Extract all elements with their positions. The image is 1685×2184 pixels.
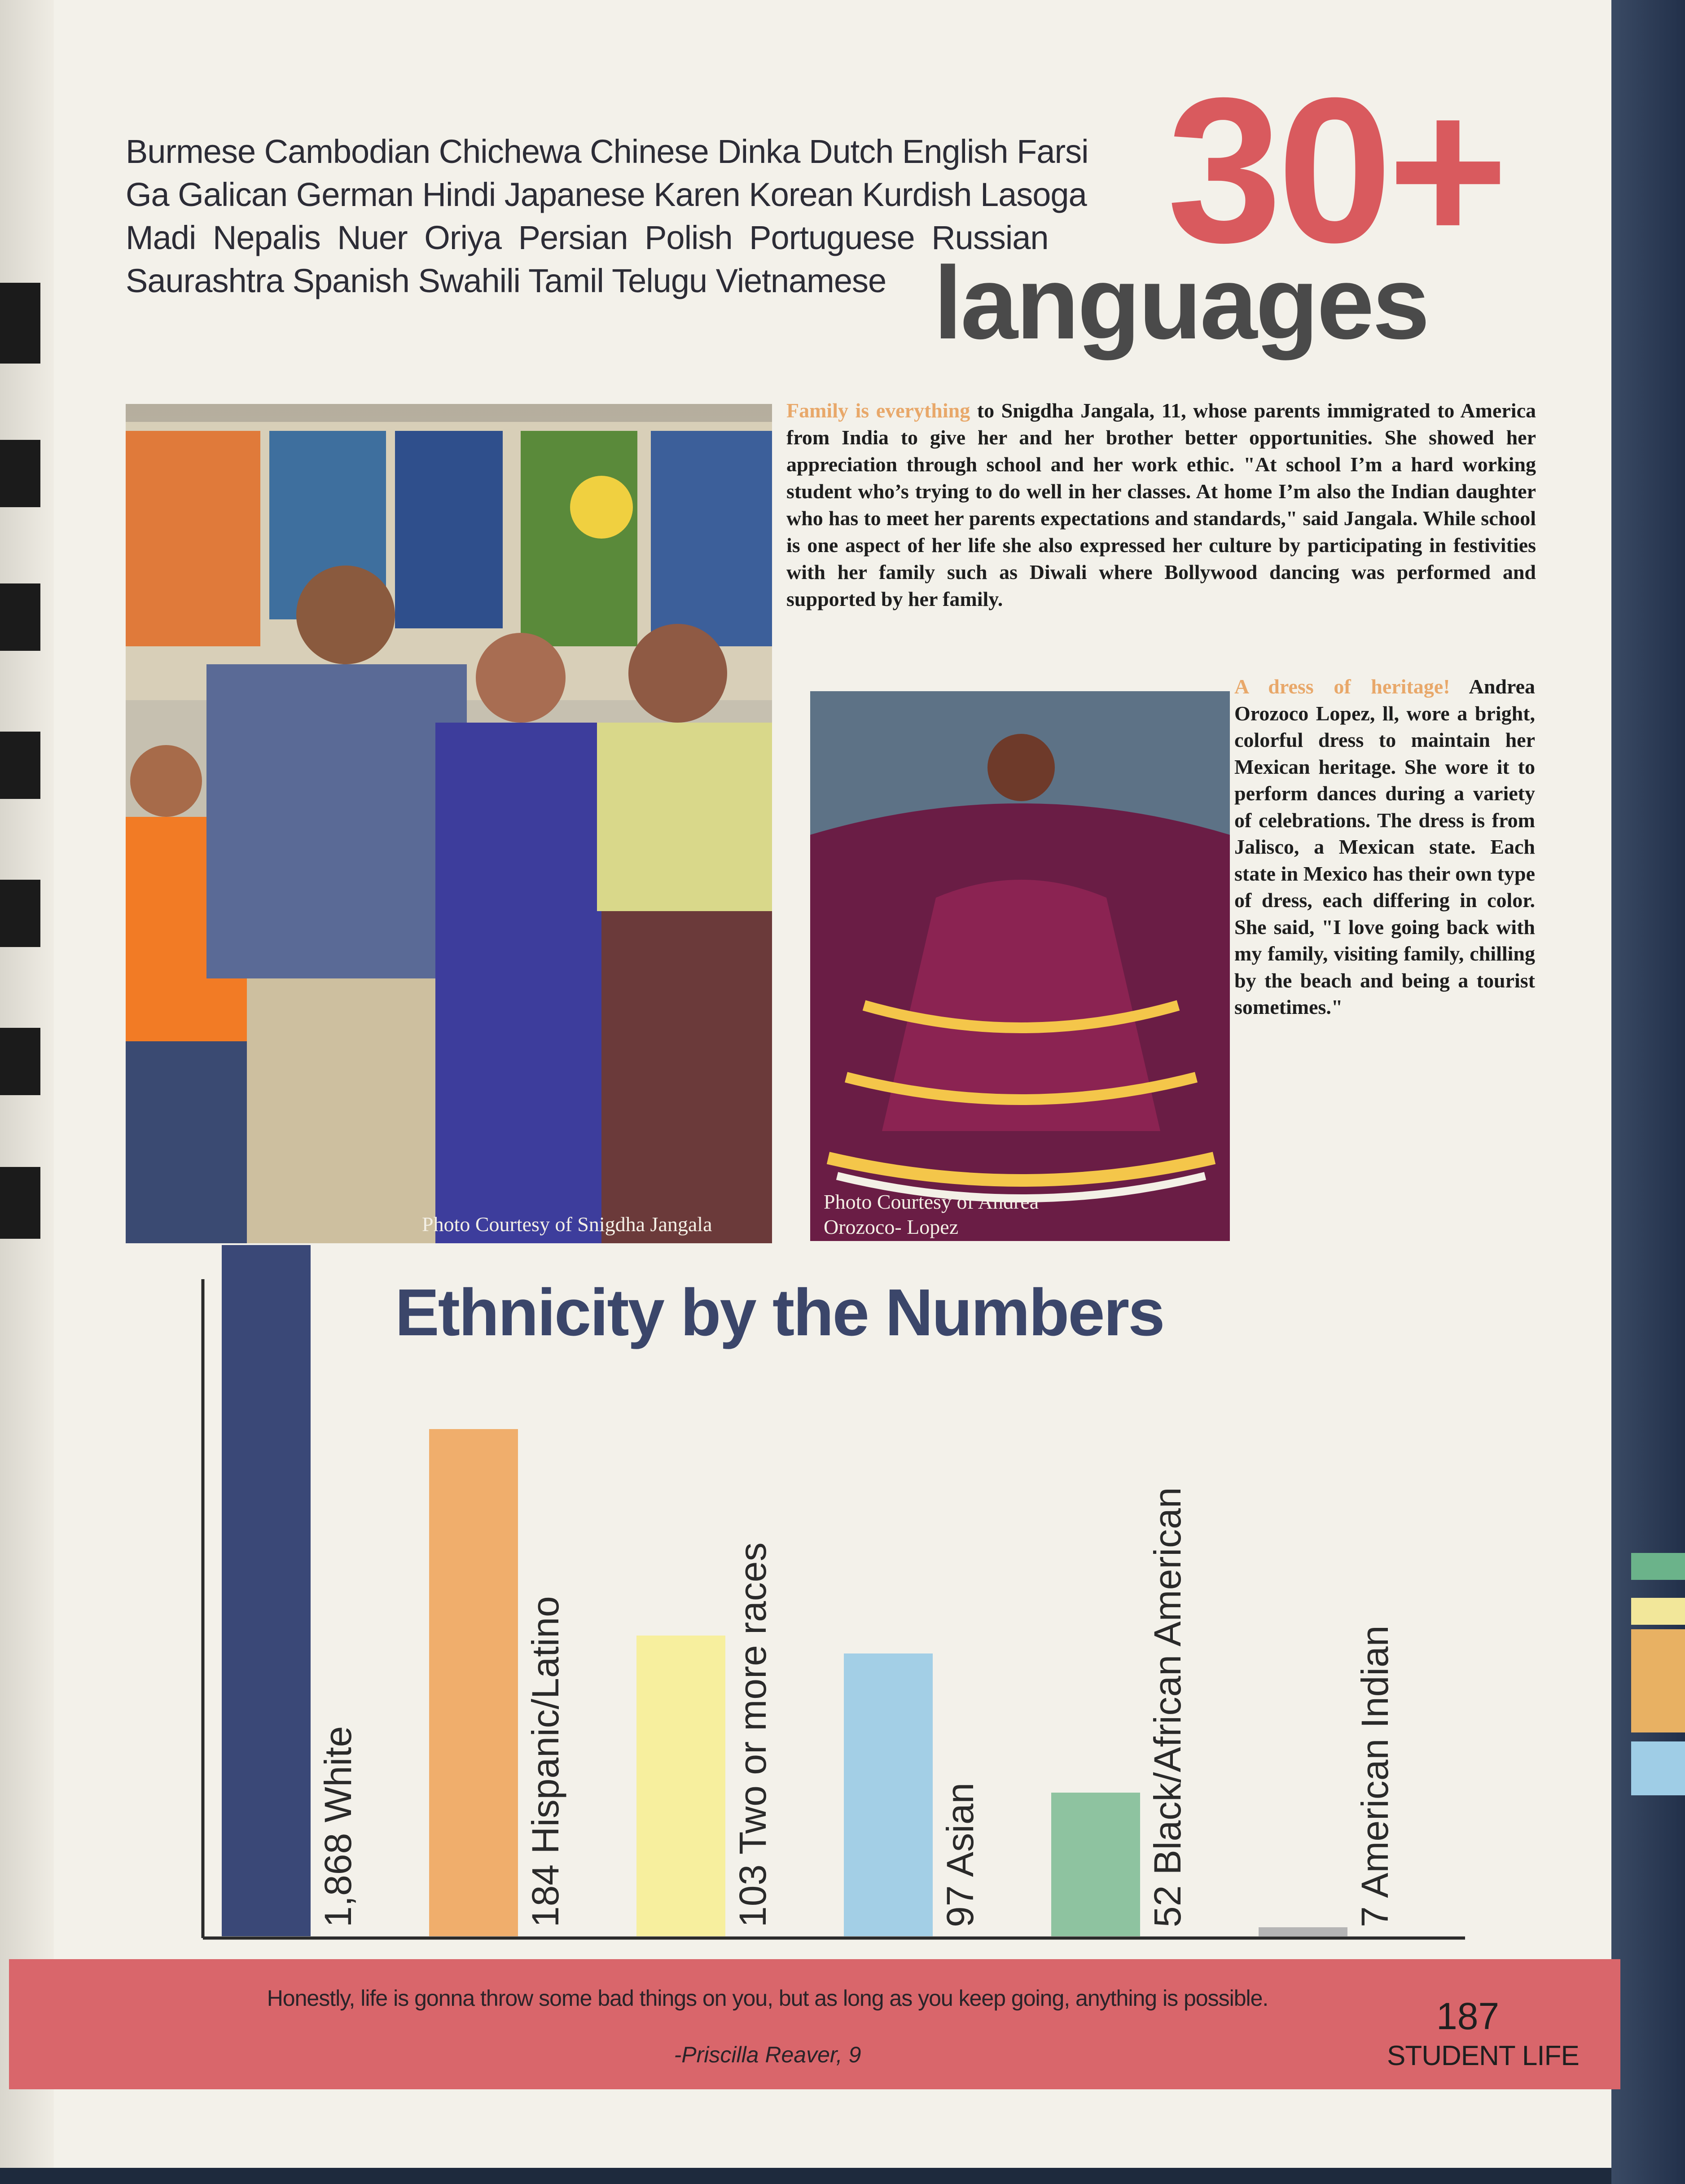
- quote-author: -Priscilla Reaver, 9: [674, 2042, 861, 2067]
- headline-word: languages: [934, 245, 1428, 360]
- bar-label: 103 Two or more races: [732, 1542, 774, 1927]
- page-number: 187: [1436, 1995, 1500, 2037]
- bar-label: 7 American Indian: [1354, 1625, 1396, 1927]
- bar-asian: [844, 1653, 933, 1936]
- language-line: Ga Galican German Hindi Japanese Karen Korean Kurdish Lasoga: [126, 176, 1087, 213]
- section-name: STUDENT LIFE: [1387, 2040, 1579, 2071]
- language-line: Madi Nepalis Nuer Oriya Persian Polish Portuguese Russian: [126, 219, 1049, 256]
- article-body: Andrea Orozoco Lopez, ll, wore a bright, colorful dress to maintain her Mexican heritage. She wore it to perform dances during a variety of celebrations. The dress is from Jalisco, a Mexican state. Each state in Mexico has their own type of dress, each differing in color. She said, "I love going back with my family, visiting family, chilling by the beach and being a tourist sometimes.": [1234, 675, 1535, 1018]
- article-lead: Family is everything: [786, 399, 970, 422]
- headline-number: 30+: [1167, 55, 1504, 285]
- bar-american-indian: [1259, 1927, 1347, 1936]
- language-line: Burmese Cambodian Chichewa Chinese Dinka Dutch English Farsi: [126, 133, 1088, 170]
- footer-band: [9, 1959, 1620, 2089]
- bar-label: 184 Hispanic/Latino: [524, 1596, 566, 1927]
- bar-white: [222, 1245, 311, 1936]
- footer-quote: Honestly, life is gonna throw some bad things on you, but as long as you keep going, anything is possible.: [267, 1986, 1268, 2011]
- bar-label: 97 Asian: [939, 1782, 981, 1927]
- bar-two-or-more-races: [636, 1636, 725, 1936]
- photo-credit-line: Photo Courtesy of Andrea: [824, 1190, 1039, 1213]
- bar-label: 1,868 White: [317, 1726, 359, 1927]
- bar-black-african-american: [1051, 1793, 1140, 1936]
- photo-credit-line: Orozoco- Lopez: [824, 1215, 959, 1238]
- chart-title: Ethnicity by the Numbers: [395, 1276, 1164, 1350]
- article-body: to Snigdha Jangala, 11, whose parents immigrated to America from India to give her and her brother better opportunities. She showed her appreciation through school and her work ethic. "At school I’m a hard working student who’s trying to do well in her classes. At home I’m also the Indian daughter who has to meet her parents expectations and standards," said Jangala. While school is one aspect of her life she also expressed her culture by participating in festivities with her family such as Diwali where Bollywood dancing was performed and supported by her family.: [786, 399, 1536, 610]
- bar-hispanic-latino: [429, 1429, 518, 1936]
- article-lead: A dress of heritage!: [1234, 675, 1450, 698]
- bar-label: 52 Black/African American: [1146, 1487, 1189, 1927]
- language-line: Saurashtra Spanish Swahili Tamil Telugu Vietnamese: [126, 262, 886, 299]
- photo-credit: Photo Courtesy of Snigdha Jangala: [422, 1213, 712, 1236]
